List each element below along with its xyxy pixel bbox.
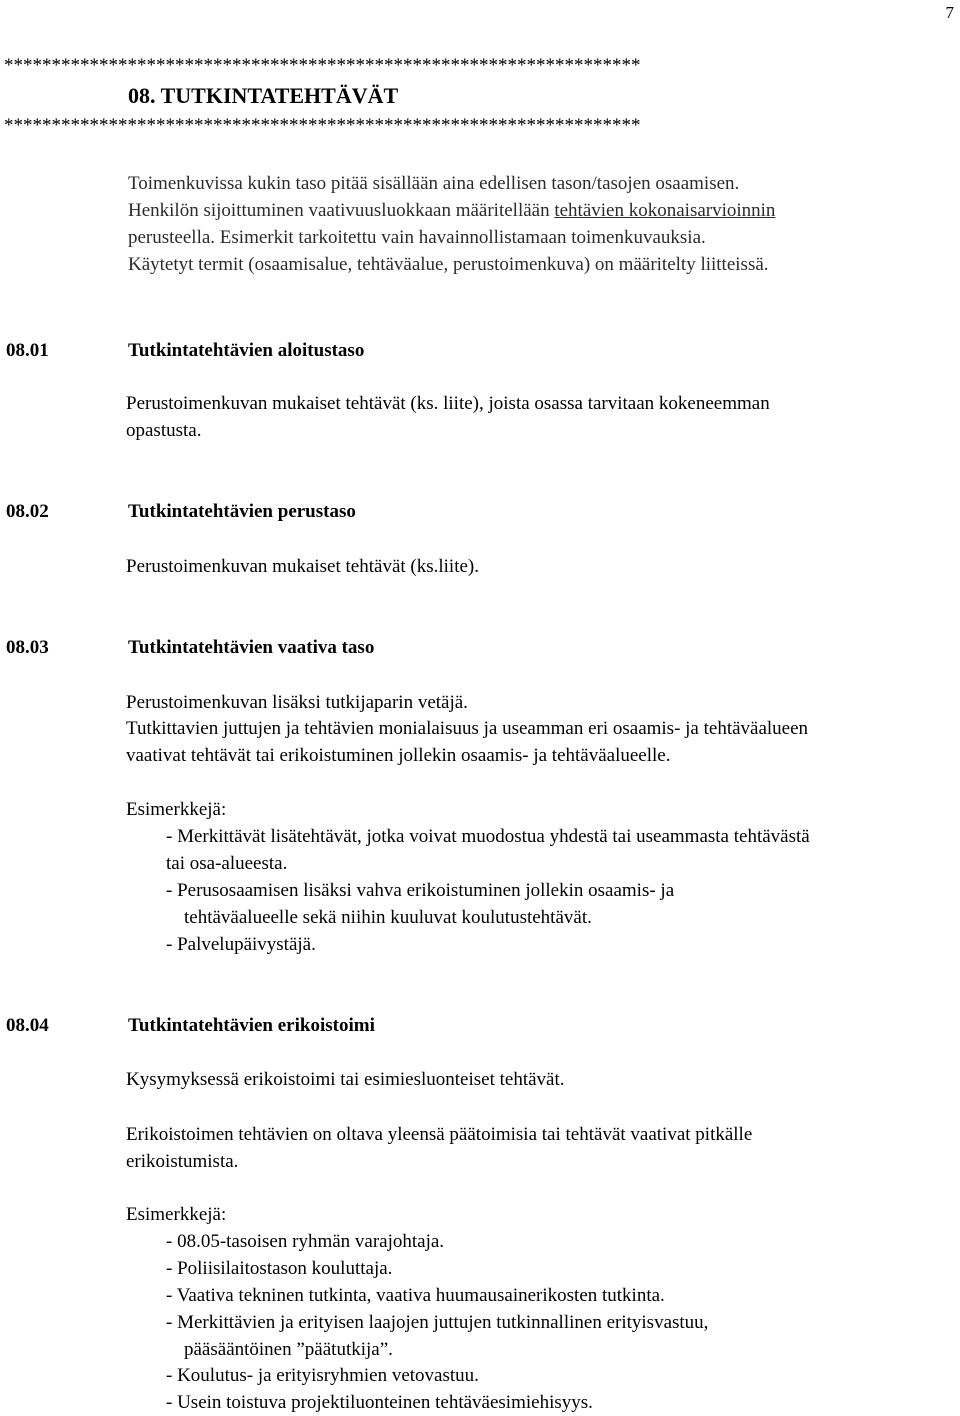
section-0803-example-1-cont: tai osa-alueesta.: [166, 853, 288, 874]
separator-stars-top: *******************************************************************: [4, 55, 641, 76]
section-0803-example-2: - Perusosaamisen lisäksi vahva erikoistuminen jollekin osaamis- ja: [166, 880, 675, 901]
intro-line-2: [128, 201, 775, 220]
section-0804-example-4-cont: pääsääntöinen ”päätutkija”.: [184, 1339, 393, 1360]
section-0803-example-2-cont: tehtäväalueelle sekä niihin kuuluvat koulutustehtävät.: [184, 907, 592, 928]
section-0804-example-5: - Koulutus- ja erityisryhmien vetovastuu.: [166, 1365, 479, 1386]
section-0802-title: Tutkintatehtävien perustaso: [128, 501, 356, 522]
section-0803-line-3: vaativat tehtävät tai erikoistuminen jollekin osaamis- ja tehtäväalueelle.: [126, 745, 671, 766]
page-number: 7: [945, 3, 954, 22]
section-0801-code: 08.01: [6, 340, 49, 361]
section-0804-line-1: Kysymyksessä erikoistoimi tai esimiesluonteiset tehtävät.: [126, 1069, 565, 1090]
section-0803-line-2: Tutkittavien juttujen ja tehtävien monialaisuus ja useamman eri osaamis- ja tehtäväalueen: [126, 718, 809, 739]
intro-line-3: perusteella. Esimerkit tarkoitettu vain havainnollistamaan toimenkuvauksia.: [128, 227, 706, 248]
section-0801-line-2: opastusta.: [126, 420, 202, 441]
section-0804-examples-label: Esimerkkejä:: [126, 1204, 227, 1225]
section-0803-title: Tutkintatehtävien vaativa taso: [128, 637, 375, 658]
intro-line-4: Käytetyt termit (osaamisalue, tehtäväalue, perustoimenkuva) on määritelty liitteissä.: [128, 254, 769, 275]
intro-underlined-term: tehtävien kokonaisarvioinnin: [554, 200, 776, 221]
section-0804-line-3: erikoistumista.: [126, 1151, 239, 1172]
section-0804-example-3: - Vaativa tekninen tutkinta, vaativa huumausainerikosten tutkinta.: [166, 1285, 665, 1306]
section-0804-title: Tutkintatehtävien erikoistoimi: [128, 1015, 375, 1036]
section-0804-example-1: - 08.05-tasoisen ryhmän varajohtaja.: [166, 1231, 445, 1252]
section-0804-line-2: Erikoistoimen tehtävien on oltava yleensä päätoimisia tai tehtävät vaativat pitkälle: [126, 1124, 753, 1145]
section-0804-example-6: - Usein toistuva projektiluonteinen tehtäväesimiehisyys.: [166, 1392, 593, 1413]
section-0804-code: 08.04: [6, 1015, 49, 1036]
section-0803-example-1: - Merkittävät lisätehtävät, jotka voivat muodostua yhdestä tai useammasta tehtävästä: [166, 826, 810, 847]
intro-line-1: Toimenkuvissa kukin taso pitää sisällään aina edellisen tason/tasojen osaamisen.: [128, 173, 740, 194]
section-0802-code: 08.02: [6, 501, 49, 522]
section-0803-code: 08.03: [6, 637, 49, 658]
section-0804-example-2: - Poliisilaitostason kouluttaja.: [166, 1258, 393, 1279]
section-0803-examples-label: Esimerkkejä:: [126, 799, 227, 820]
section-0803-example-3: - Palvelupäivystäjä.: [166, 934, 316, 955]
section-0804-example-4: - Merkittävien ja erityisen laajojen juttujen tutkinnallinen erityisvastuu,: [166, 1312, 709, 1333]
section-0802-line-1: Perustoimenkuvan mukaiset tehtävät (ks.liite).: [126, 556, 480, 577]
section-0801-line-1: Perustoimenkuvan mukaiset tehtävät (ks. liite), joista osassa tarvitaan kokeneemman: [126, 393, 770, 414]
section-0803-line-1: Perustoimenkuvan lisäksi tutkijaparin vetäjä.: [126, 692, 468, 713]
section-0801-title: Tutkintatehtävien aloitustaso: [128, 340, 365, 361]
chapter-title: 08. TUTKINTATEHTÄVÄT: [128, 83, 399, 108]
intro-line-2-text: Henkilön sijoittuminen vaativuusluokkaan määritellään: [128, 200, 555, 221]
separator-stars-bottom: *******************************************************************: [4, 115, 641, 136]
